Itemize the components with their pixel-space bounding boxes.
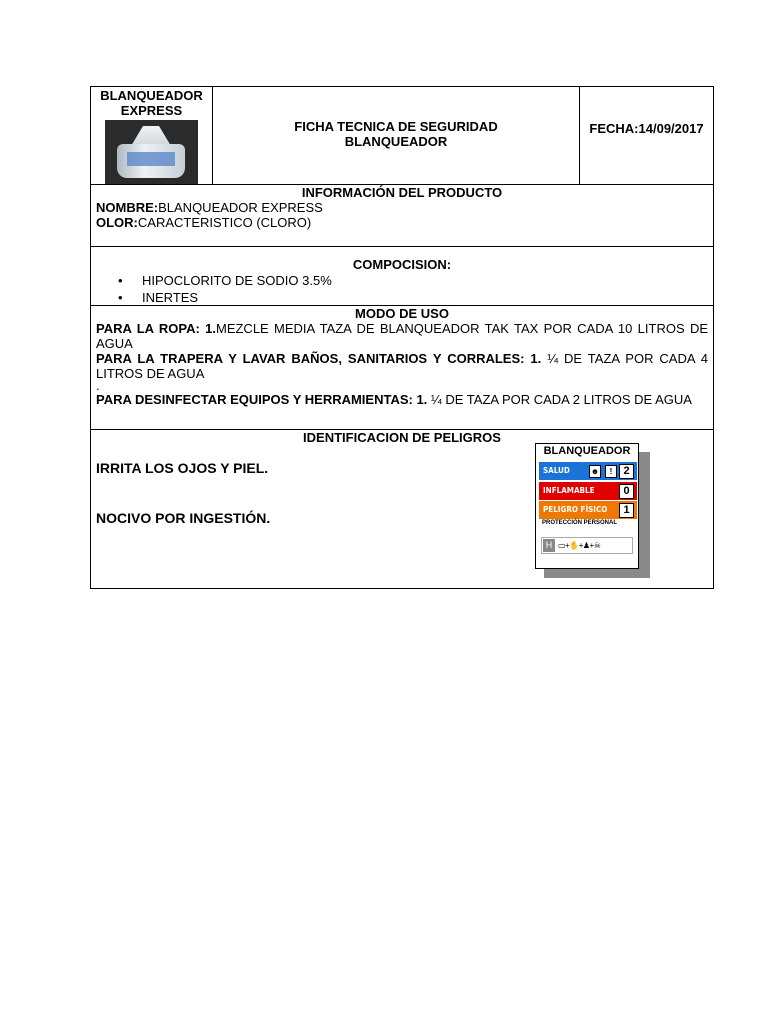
product-name: BLANQUEADOR EXPRESS — [100, 88, 203, 118]
title-cell — [213, 87, 580, 184]
date-cell: FECHA:14/09/2017 — [589, 121, 704, 136]
composition-list — [91, 272, 713, 306]
composition-section — [91, 246, 713, 305]
product-cell — [91, 87, 213, 184]
ppe-gear-icon: ▭+✋+♟+☠ — [558, 541, 601, 550]
usage-dot: . — [96, 378, 100, 393]
sheet-title: FICHA TECNICA DE SEGURIDAD — [294, 118, 498, 134]
section-title-usage: MODO DE USO — [355, 306, 449, 321]
hazard-label-title: BLANQUEADOR — [543, 445, 631, 457]
exclamation-icon: ! — [605, 465, 617, 478]
health-label: SALUD — [543, 466, 570, 475]
product-info-section — [91, 184, 713, 246]
name-line: NOMBRE:BLANQUEADOR EXPRESS — [96, 200, 323, 215]
physical-hazard-label: PELIGRO FÍSICO — [543, 505, 608, 514]
ppe-label: PROTECCIÓN PERSONAL — [542, 520, 618, 526]
section-title-info: INFORMACIÓN DEL PRODUCTO — [301, 185, 503, 200]
hazard-ingestion: NOCIVO POR INGESTIÓN. — [96, 510, 271, 526]
usage-section — [91, 305, 713, 429]
flammable-value: 0 — [619, 484, 634, 499]
hazard-eyes-skin: IRRITA LOS OJOS Y PIEL. — [96, 460, 269, 476]
health-value: 2 — [619, 464, 634, 479]
health-bar — [539, 462, 637, 480]
usage-mop: PARA LA TRAPERA Y LAVAR BAÑOS, SANITARIOS Y CORRALES: 1. ¼ DE TAZA POR CADA 4 LITROS DE AGUA — [96, 351, 708, 381]
flammable-bar — [539, 482, 637, 500]
section-title-composition: COMPOCISION: — [352, 257, 452, 272]
list-item: • INERTES — [142, 289, 713, 306]
odor-line: OLOR:CARACTERISTICO (CLORO) — [96, 215, 312, 230]
flammable-label: INFLAMABLE — [543, 486, 595, 495]
product-photo — [105, 120, 198, 184]
physical-hazard-value: 1 — [619, 503, 634, 518]
physical-hazard-bar — [539, 501, 637, 519]
chronic-icon: ☻ — [590, 467, 600, 476]
section-title-hazards: IDENTIFICACION DE PELIGROS — [303, 430, 501, 445]
list-item: • HIPOCLORITO DE SODIO 3.5% — [142, 272, 713, 289]
hazard-label — [535, 443, 639, 569]
usage-clothes: PARA LA ROPA: 1.MEZCLE MEDIA TAZA DE BLANQUEADOR TAK TAX POR CADA 10 LITROS DE AGUA — [96, 321, 708, 351]
sheet-subtitle: BLANQUEADOR — [344, 133, 448, 149]
ppe-code: H — [543, 539, 555, 552]
ppe-box — [541, 537, 633, 554]
usage-equipment: PARA DESINFECTAR EQUIPOS Y HERRAMIENTAS: 1. ¼ DE TAZA POR CADA 2 LITROS DE AGUA — [96, 392, 692, 407]
header-row — [91, 87, 713, 184]
